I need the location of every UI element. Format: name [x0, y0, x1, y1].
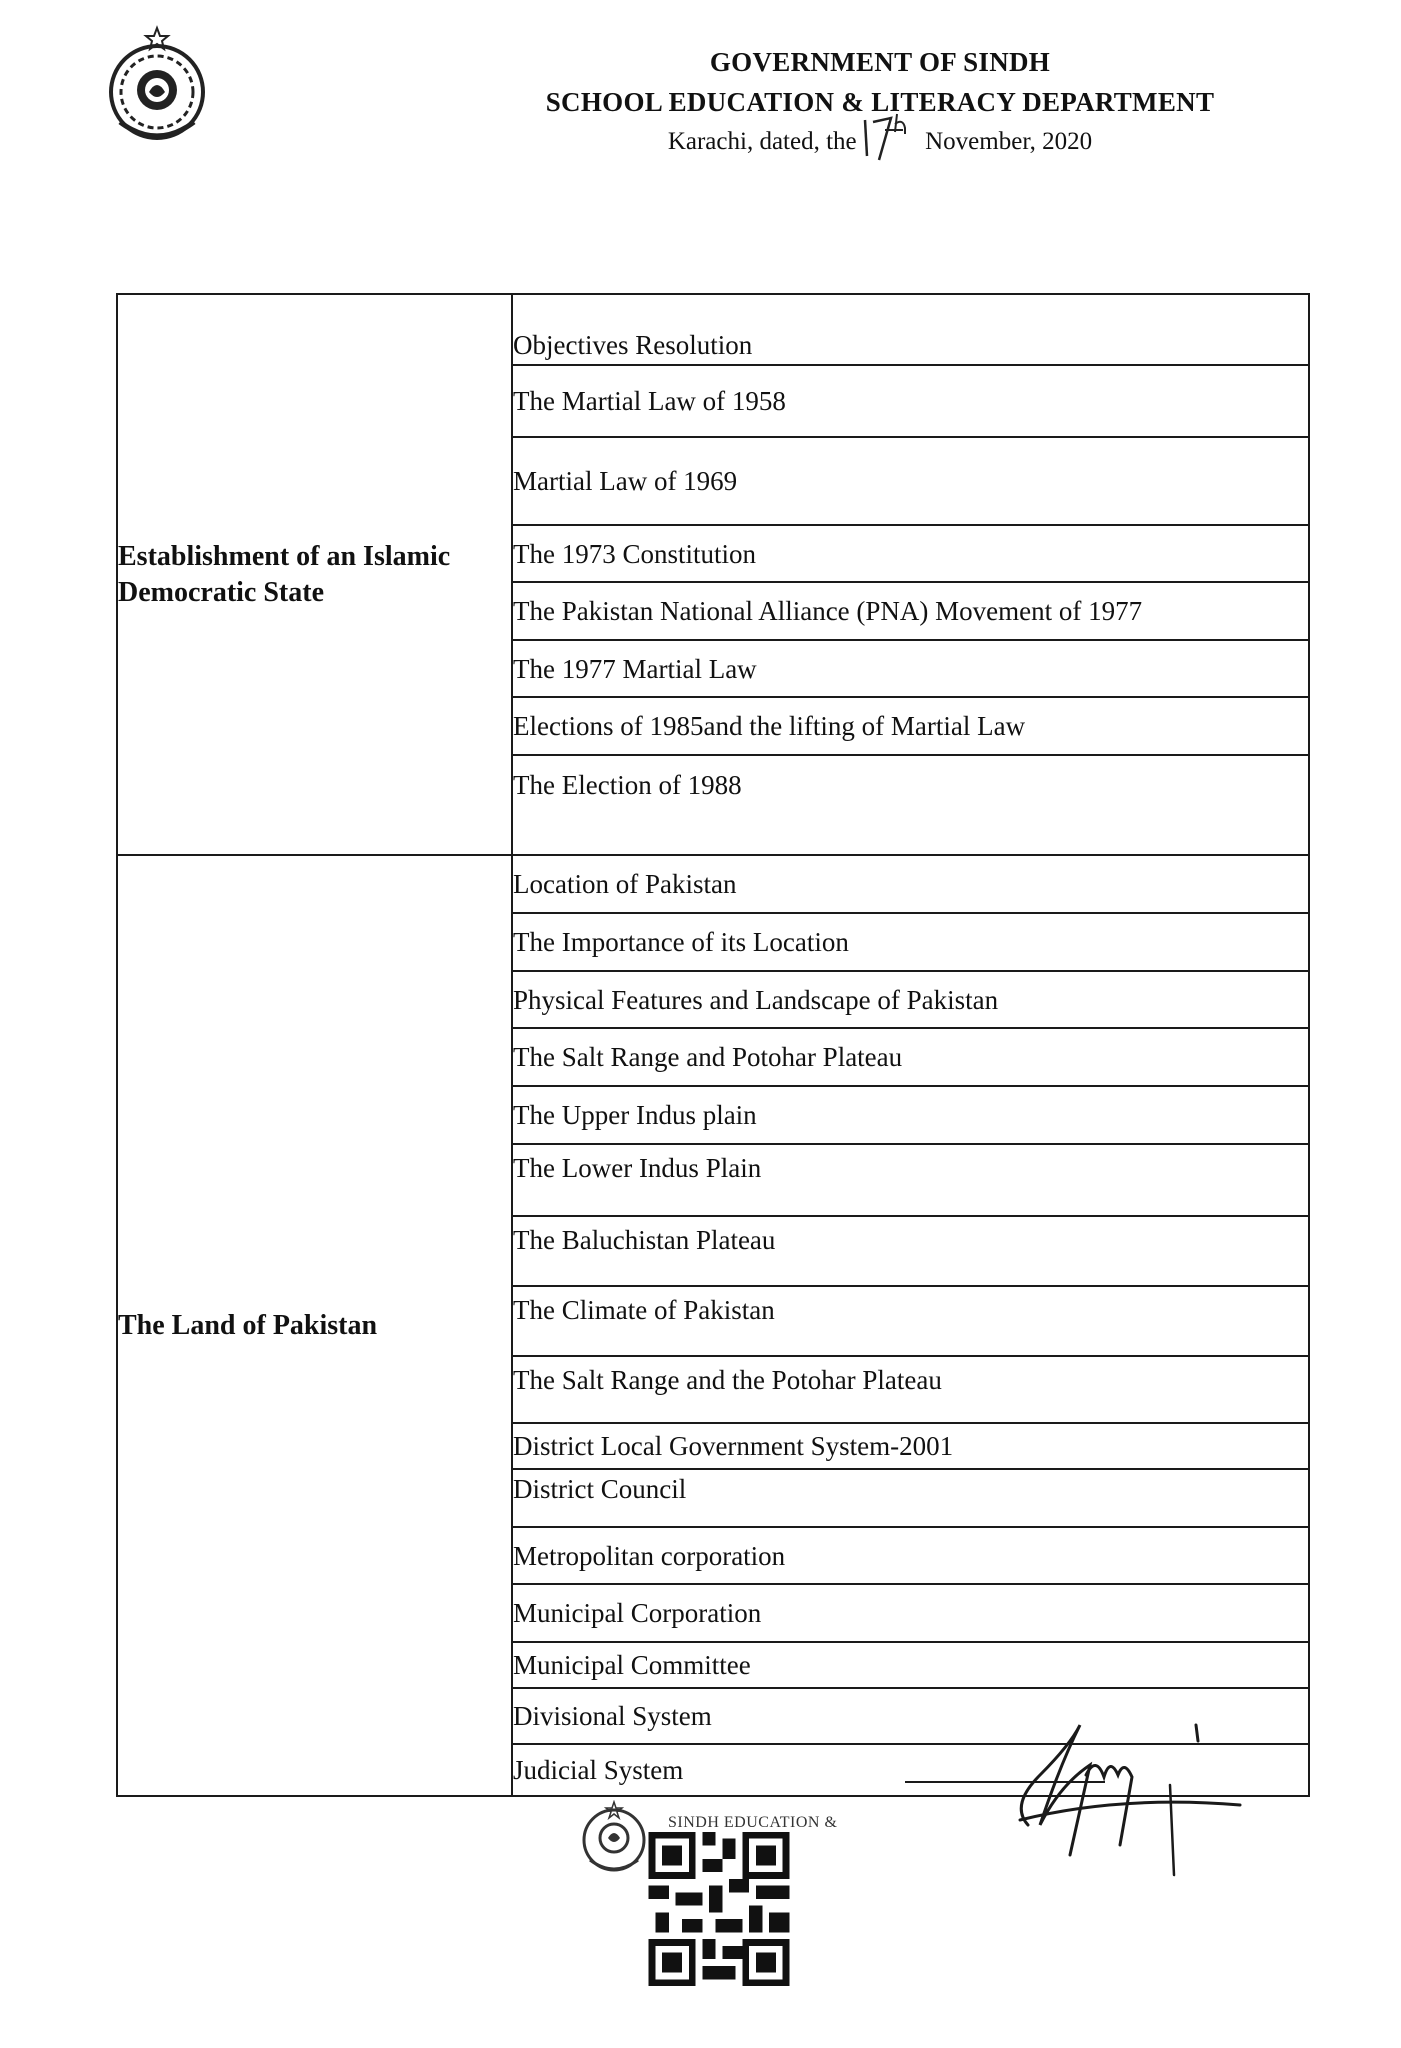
topic-cell: The 1973 Constitution — [512, 525, 1309, 582]
topic-cell: The Martial Law of 1958 — [512, 365, 1309, 437]
topic-cell: Physical Features and Landscape of Pakistan — [512, 971, 1309, 1028]
date-day-handwritten — [863, 122, 919, 162]
dateline — [470, 122, 1290, 162]
table-row — [117, 855, 1309, 913]
topic-cell: The 1977 Martial Law — [512, 640, 1309, 697]
section-title-cell — [117, 855, 512, 1796]
department-title: SCHOOL EDUCATION & LITERACY DEPARTMENT — [545, 87, 1215, 117]
topic-cell: Municipal Committee — [512, 1642, 1309, 1688]
stamp-text: SINDH EDUCATION & — [668, 1814, 838, 1831]
table-row — [117, 294, 1309, 365]
government-title: GOVERNMENT OF SINDH — [709, 47, 1051, 77]
topic-cell: The Climate of Pakistan — [512, 1286, 1309, 1356]
letterhead — [470, 42, 1290, 162]
date-suffix: November, 2020 — [925, 128, 1093, 155]
topic-cell: The Salt Range and the Potohar Plateau — [512, 1356, 1309, 1423]
qr-code-icon — [648, 1832, 790, 1986]
topic-cell: The Election of 1988 — [512, 755, 1309, 855]
section-title-cell — [117, 294, 512, 855]
section-title: Establishment of an Islamic — [118, 540, 451, 572]
topic-cell: The Lower Indus Plain — [512, 1144, 1309, 1216]
handwritten-signature — [1000, 1705, 1250, 1885]
section-title: The Land of Pakistan — [118, 1309, 378, 1341]
topic-cell: Metropolitan corporation — [512, 1527, 1309, 1584]
topic-cell: Divisional System — [512, 1688, 1309, 1744]
topic-cell: The Pakistan National Alliance (PNA) Movement of 1977 — [512, 582, 1309, 640]
topic-cell: Judicial System — [512, 1744, 1309, 1796]
topic-cell: Elections of 1985and the lifting of Martial Law — [512, 697, 1309, 755]
topic-cell: Municipal Corporation — [512, 1584, 1309, 1642]
topic-cell: The Importance of its Location — [512, 913, 1309, 971]
syllabus-table — [116, 293, 1310, 1797]
topic-cell: Martial Law of 1969 — [512, 437, 1309, 525]
date-prefix: Karachi, dated, the — [667, 128, 857, 155]
sindh-government-emblem-icon — [92, 22, 222, 152]
section-title: Democratic State — [118, 576, 325, 608]
topic-cell: Location of Pakistan — [512, 855, 1309, 913]
topic-cell: The Baluchistan Plateau — [512, 1216, 1309, 1286]
topic-cell: Objectives Resolution — [512, 294, 1309, 365]
topic-cell: District Council — [512, 1469, 1309, 1527]
topic-cell: The Upper Indus plain — [512, 1086, 1309, 1144]
sindh-education-emblem-icon — [576, 1800, 652, 1876]
topic-cell: District Local Government System-2001 — [512, 1423, 1309, 1469]
topic-cell: The Salt Range and Potohar Plateau — [512, 1028, 1309, 1086]
